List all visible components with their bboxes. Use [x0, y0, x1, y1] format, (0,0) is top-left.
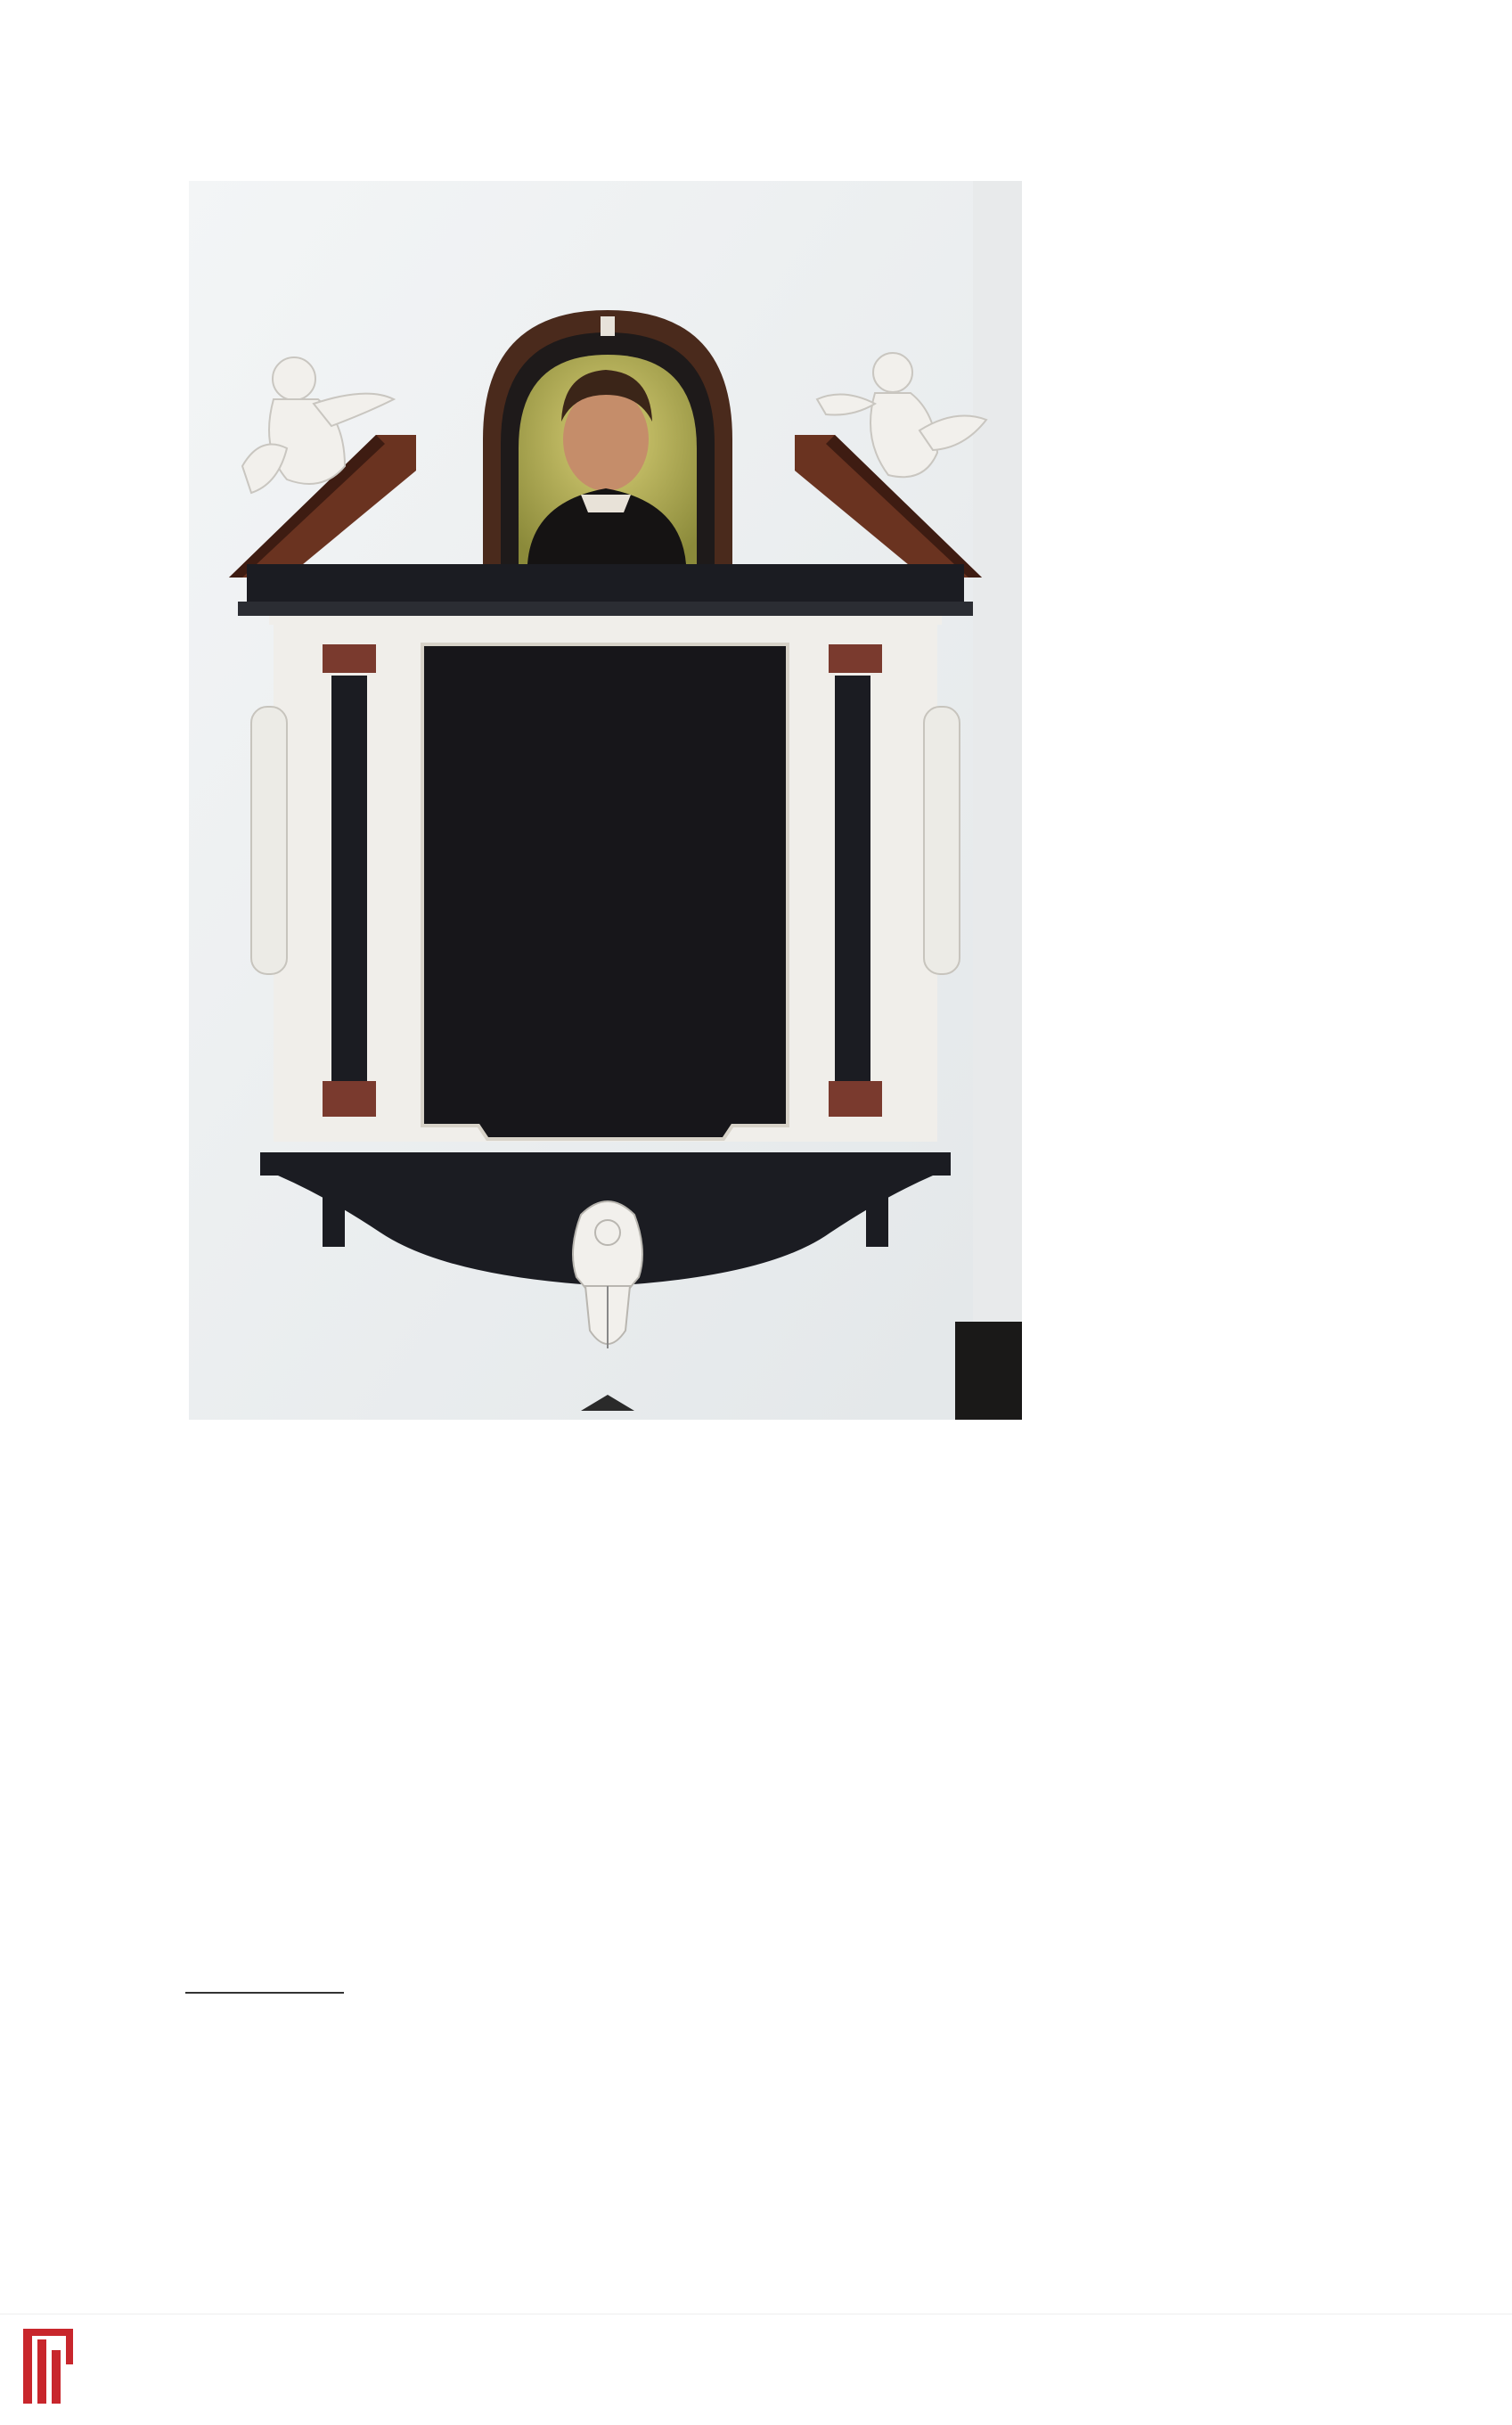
figure-photo [189, 181, 1022, 1420]
ub-heidelberg-logo-icon[interactable] [16, 2322, 80, 2411]
epitaph-monument-image [189, 181, 1022, 1420]
footnote-rule [185, 1992, 344, 1994]
bleed-through-text [1023, 183, 1433, 1417]
digitization-footer [0, 2314, 1512, 2425]
